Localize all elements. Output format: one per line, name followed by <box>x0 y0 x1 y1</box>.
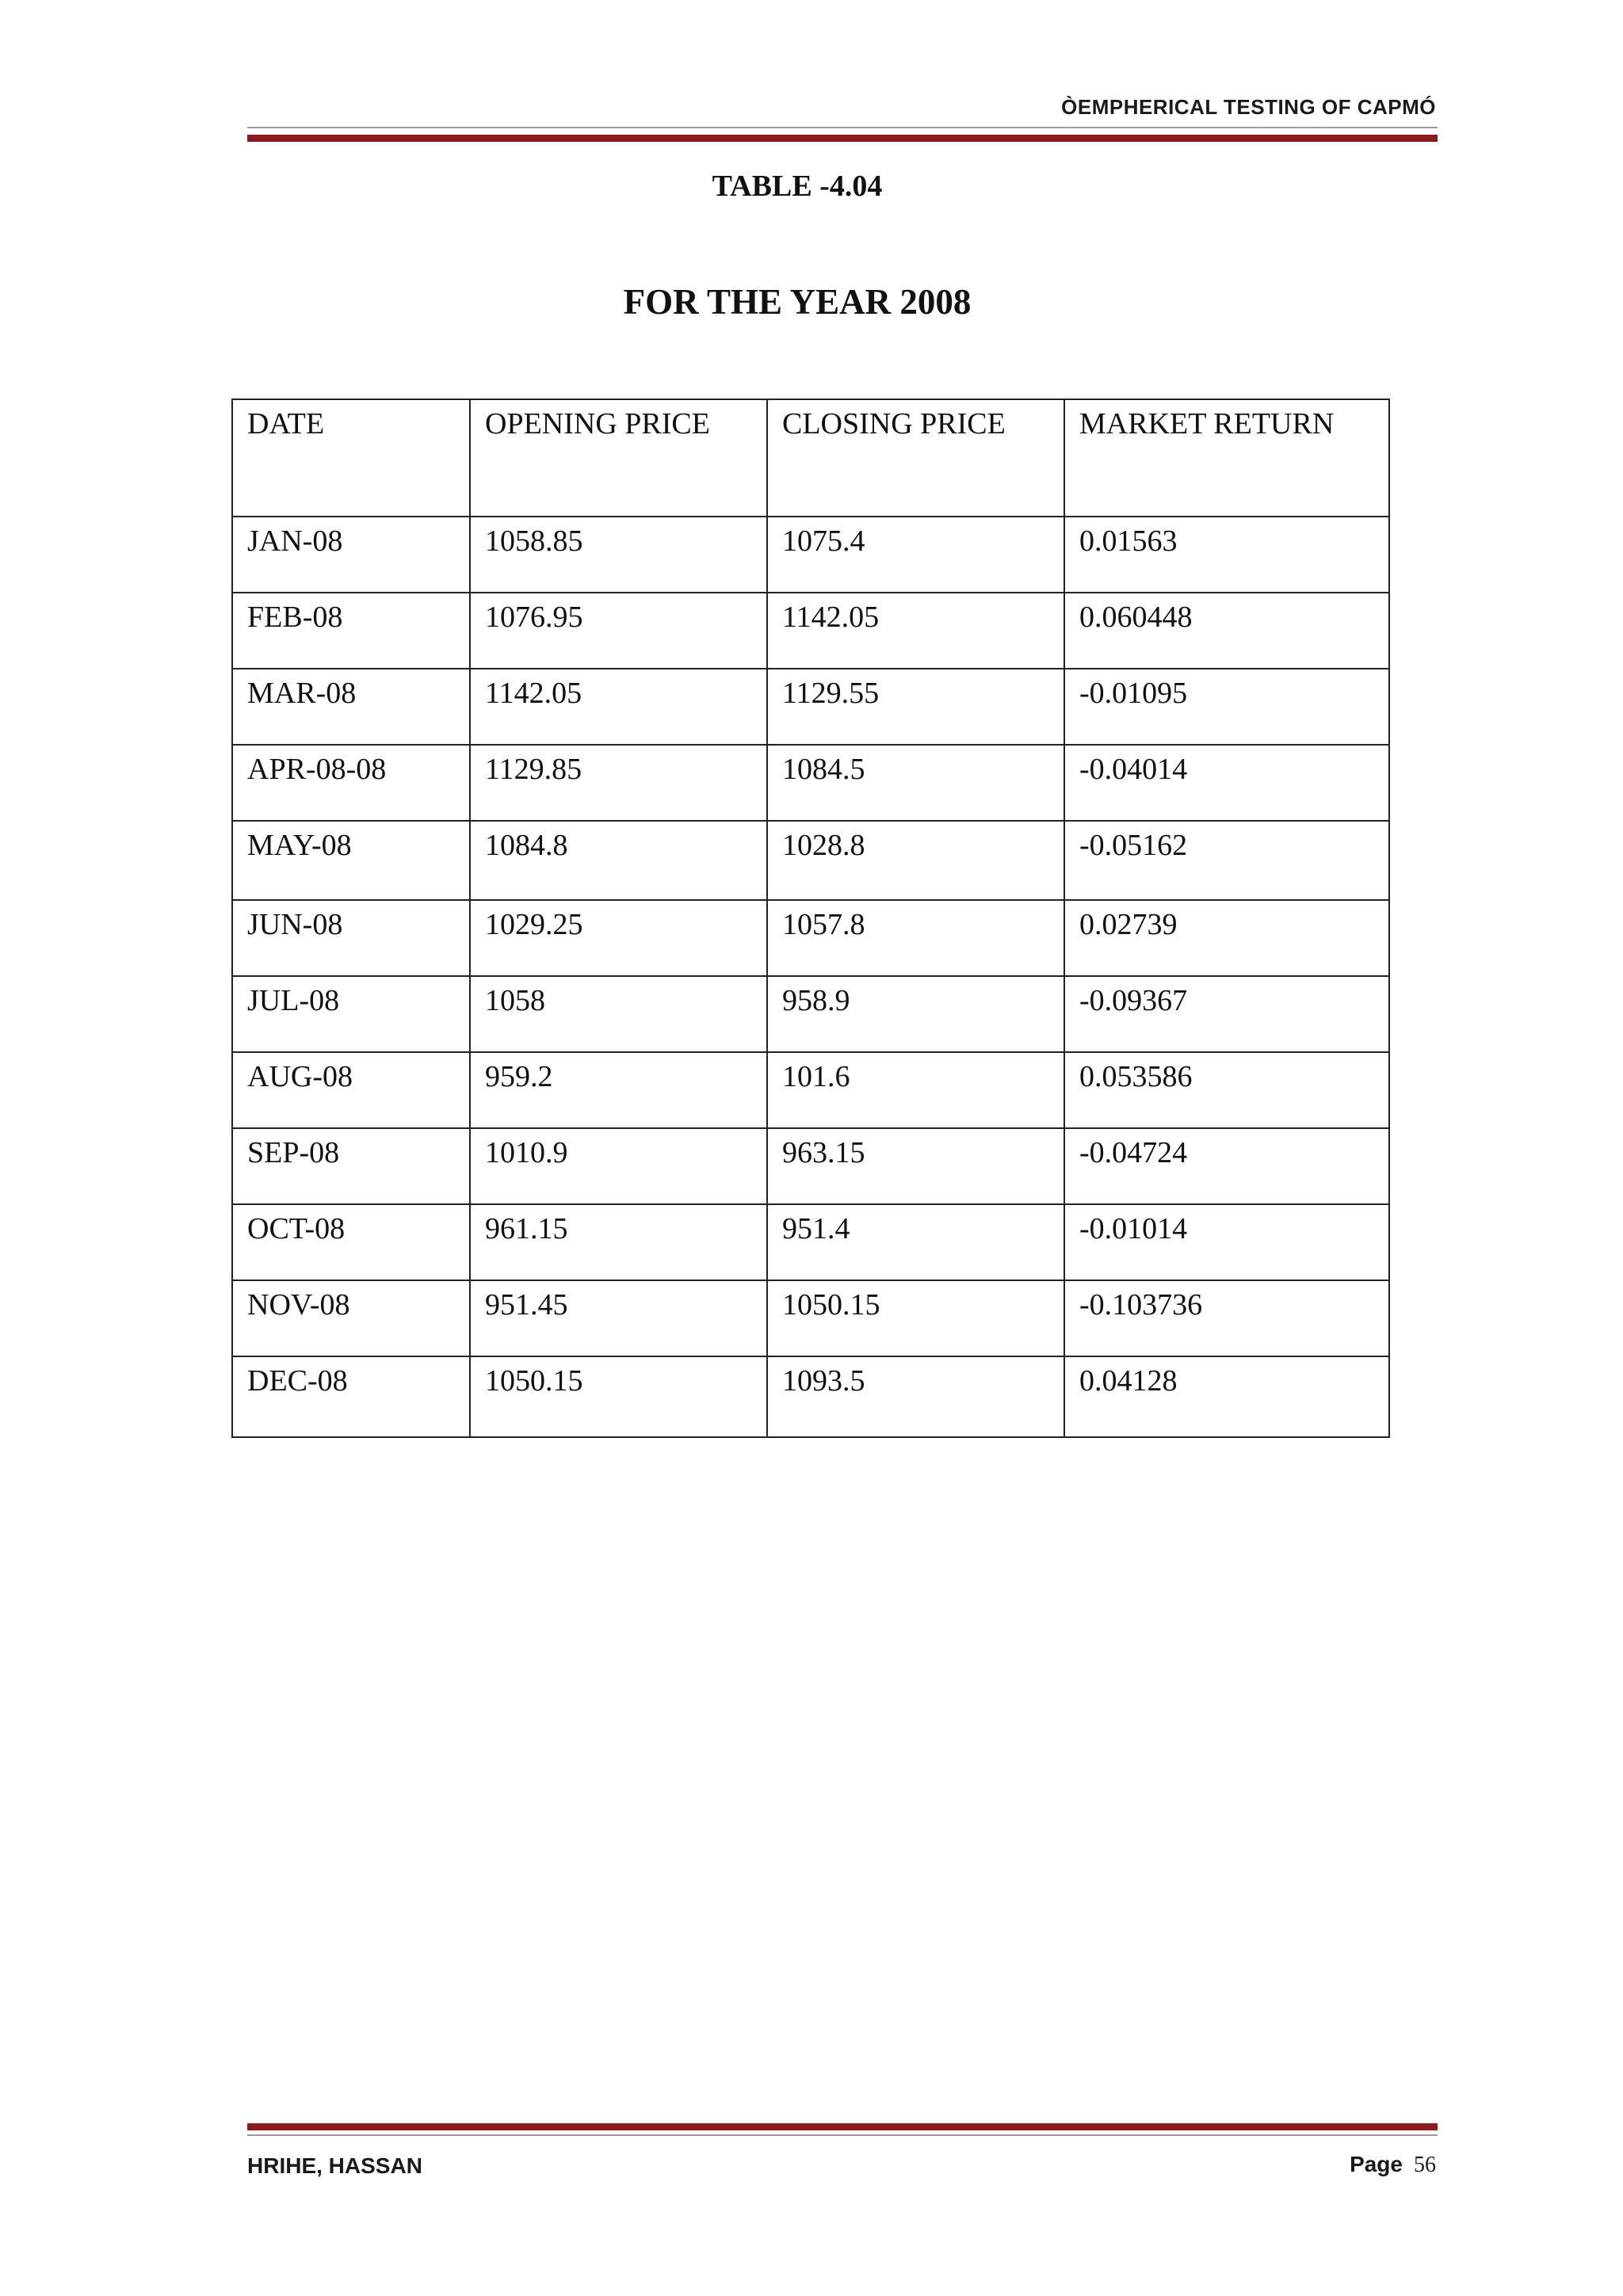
cell-opening-price: 1058 <box>470 976 767 1052</box>
cell-market-return: -0.05162 <box>1064 821 1389 900</box>
cell-market-return: -0.103736 <box>1064 1280 1389 1356</box>
footer-thin-rule <box>247 2134 1438 2136</box>
cell-date: JUN-08 <box>232 900 470 976</box>
cell-closing-price: 1084.5 <box>767 745 1064 821</box>
cell-market-return: -0.01014 <box>1064 1204 1389 1280</box>
cell-closing-price: 1093.5 <box>767 1356 1064 1437</box>
cell-closing-price: 1142.05 <box>767 593 1064 669</box>
cell-date: AUG-08 <box>232 1052 470 1128</box>
cell-opening-price: 1084.8 <box>470 821 767 900</box>
table-row <box>232 1128 1389 1204</box>
cell-date: DEC-08 <box>232 1356 470 1437</box>
cell-market-return: -0.01095 <box>1064 669 1389 745</box>
table-row <box>232 517 1389 593</box>
cell-opening-price: 1050.15 <box>470 1356 767 1437</box>
cell-closing-price: 951.4 <box>767 1204 1064 1280</box>
cell-market-return: -0.04014 <box>1064 745 1389 821</box>
cell-opening-price: 961.15 <box>470 1204 767 1280</box>
cell-market-return: 0.02739 <box>1064 900 1389 976</box>
table-header-row <box>232 399 1389 517</box>
table-row <box>232 900 1389 976</box>
header-market-return: MARKET RETURN <box>1064 399 1389 517</box>
section-title: FOR THE YEAR 2008 <box>623 282 972 322</box>
running-title: ÒEMPHERICAL TESTING OF CAPMÓ <box>1061 95 1436 119</box>
cell-opening-price: 1010.9 <box>470 1128 767 1204</box>
header-opening-price: OPENING PRICE <box>470 399 767 517</box>
table-row <box>232 1356 1389 1437</box>
header-accent-rule <box>247 135 1438 142</box>
cell-closing-price: 1057.8 <box>767 900 1064 976</box>
cell-date: SEP-08 <box>232 1128 470 1204</box>
cell-opening-price: 1058.85 <box>470 517 767 593</box>
cell-date: FEB-08 <box>232 593 470 669</box>
footer-accent-rule <box>247 2123 1438 2130</box>
cell-closing-price: 963.15 <box>767 1128 1064 1204</box>
cell-date: JAN-08 <box>232 517 470 593</box>
cell-date: MAR-08 <box>232 669 470 745</box>
cell-opening-price: 951.45 <box>470 1280 767 1356</box>
table-row <box>232 1204 1389 1280</box>
cell-date: APR-08-08 <box>232 745 470 821</box>
cell-opening-price: 1142.05 <box>470 669 767 745</box>
table-row <box>232 593 1389 669</box>
table-row <box>232 1052 1389 1128</box>
cell-market-return: 0.053586 <box>1064 1052 1389 1128</box>
cell-market-return: 0.04128 <box>1064 1356 1389 1437</box>
header-date: DATE <box>232 399 470 517</box>
cell-date: OCT-08 <box>232 1204 470 1280</box>
header-thin-rule <box>247 127 1438 128</box>
cell-date: NOV-08 <box>232 1280 470 1356</box>
page-indicator <box>1350 2152 1436 2178</box>
cell-market-return: 0.01563 <box>1064 517 1389 593</box>
cell-closing-price: 1050.15 <box>767 1280 1064 1356</box>
cell-closing-price: 958.9 <box>767 976 1064 1052</box>
table-row <box>232 1280 1389 1356</box>
cell-opening-price: 1129.85 <box>470 745 767 821</box>
cell-closing-price: 101.6 <box>767 1052 1064 1128</box>
table-row <box>232 669 1389 745</box>
cell-opening-price: 1076.95 <box>470 593 767 669</box>
cell-date: MAY-08 <box>232 821 470 900</box>
cell-market-return: -0.09367 <box>1064 976 1389 1052</box>
cell-closing-price: 1075.4 <box>767 517 1064 593</box>
cell-opening-price: 959.2 <box>470 1052 767 1128</box>
page-number: 56 <box>1414 2153 1436 2177</box>
table-label: TABLE -4.04 <box>712 170 883 203</box>
table-row <box>232 745 1389 821</box>
cell-closing-price: 1028.8 <box>767 821 1064 900</box>
cell-date: JUL-08 <box>232 976 470 1052</box>
page-label: Page <box>1350 2152 1403 2176</box>
table-row <box>232 976 1389 1052</box>
cell-opening-price: 1029.25 <box>470 900 767 976</box>
cell-market-return: -0.04724 <box>1064 1128 1389 1204</box>
header-closing-price: CLOSING PRICE <box>767 399 1064 517</box>
cell-market-return: 0.060448 <box>1064 593 1389 669</box>
table-row <box>232 821 1389 900</box>
cell-closing-price: 1129.55 <box>767 669 1064 745</box>
author-name: HRIHE, HASSAN <box>247 2153 422 2178</box>
market-return-table <box>231 399 1390 1438</box>
